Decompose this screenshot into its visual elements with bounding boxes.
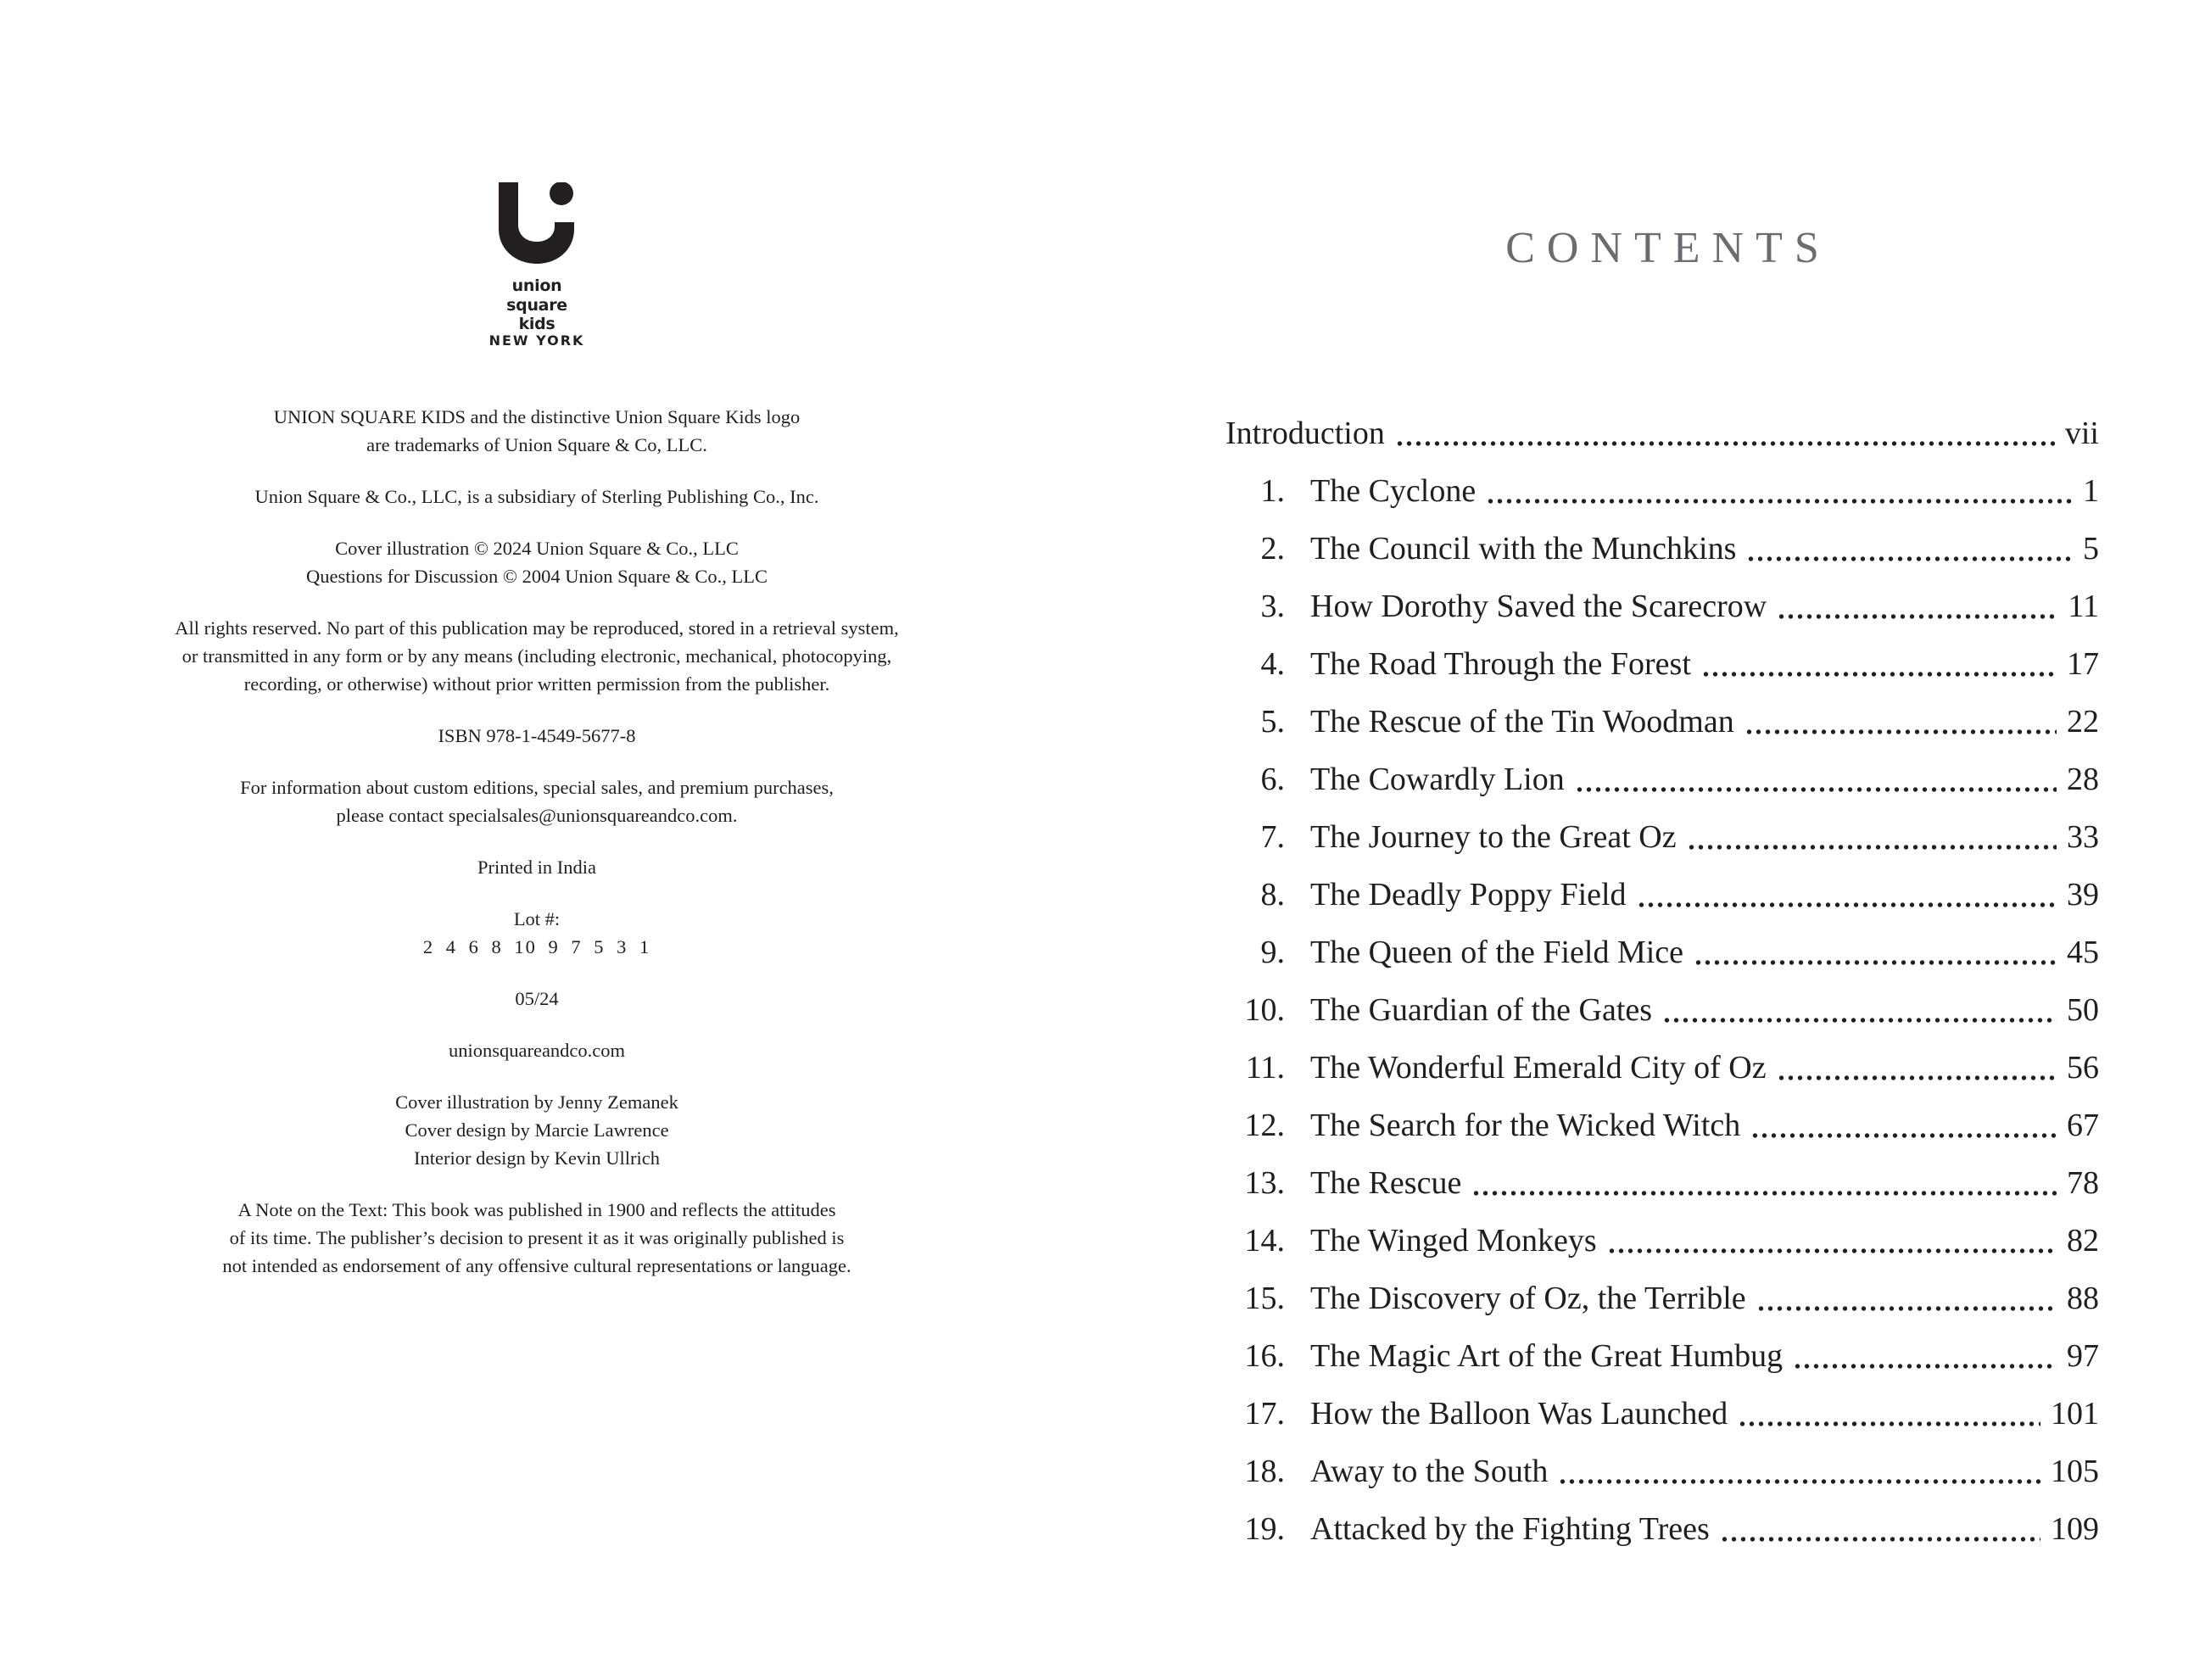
toc-entry-page: 78 [2067,1165,2099,1201]
toc-entry-number: 12. [1244,1108,1285,1143]
toc-entry-title: The Rescue [1310,1165,1462,1201]
toc-entry [1225,643,2099,685]
toc-entry-number: 8. [1260,877,1285,913]
toc-entry-page: 17 [2067,646,2099,682]
toc-entry-title: The Council with the Munchkins [1310,531,1737,567]
toc-dot-leader [1687,844,2057,851]
note-on-text: A Note on the Text: This book was published in 1900 and reflects the attitudes of its time. The publisher’s decision to present it as it was originally published is not intended as endorsement of any offensive cultural representations or language. [222,1199,851,1276]
toc-entry-number: 10. [1244,992,1285,1028]
toc-entry-page: 97 [2067,1338,2099,1374]
toc-entry-page: 45 [2067,935,2099,970]
subsidiary-note: Union Square & Co., LLC, is a subsidiary of Sterling Publishing Co., Inc. [254,486,819,507]
special-sales-contact: For information about custom editions, special sales, and premium purchases, please contact specialsales@unionsquareandco.com. [240,777,834,826]
print-date: 05/24 [515,988,559,1009]
toc-entry-title: The Cowardly Lion [1310,762,1565,797]
trademark-notice: UNION SQUARE KIDS and the distinctive Union Square Kids logo are trademarks of Union Square & Co, LLC. [273,406,801,455]
union-square-kids-logo-icon [499,182,575,264]
table-of-contents [1225,412,2099,1566]
toc-entry-page: 101 [2051,1396,2099,1432]
toc-entry-page: vii [2064,416,2099,451]
toc-entry-page: 1 [2083,473,2099,509]
toc-dot-leader [1662,1017,2057,1024]
toc-entry [1225,931,2099,974]
toc-dot-leader [1793,1363,2057,1370]
toc-dot-leader [1777,1074,2057,1081]
toc-entry-page: 67 [2067,1108,2099,1143]
logo-imprint-city: NEW YORK [488,332,585,349]
design-credits: Cover illustration by Jenny Zemanek Cover design by Marcie Lawrence Interior design by Kevin Ullrich [395,1091,678,1169]
toc-entry-number: 2. [1260,531,1285,567]
toc-entry [1225,873,2099,916]
toc-entry-number: 19. [1244,1511,1285,1547]
toc-entry-number: 9. [1260,935,1285,970]
toc-entry-number: 4. [1260,646,1285,682]
isbn: ISBN 978-1-4549-5677-8 [438,725,636,746]
contents-heading: CONTENTS [1505,224,1831,272]
toc-dot-leader [1701,671,2057,678]
logo-dot [550,182,573,205]
toc-entry-title: The Cyclone [1310,473,1477,509]
toc-dot-leader [1471,1190,2057,1197]
toc-entry-title: The Journey to the Great Oz [1310,819,1677,855]
toc-entry-page: 56 [2067,1050,2099,1086]
logo-wordmark-line: square [506,295,567,315]
toc-entry-number: 18. [1244,1454,1285,1489]
toc-entry-number: 11. [1245,1050,1285,1086]
publisher-website: unionsquareandco.com [448,1040,626,1061]
rights-reserved-notice: All rights reserved. No part of this publication may be reproduced, stored in a retrieval system, or transmitted in any form or by any means (including electronic, mechanical, photocopying, recording, or otherwise) without prior written permission from the publisher. [175,617,899,695]
toc-entry-page: 11 [2068,589,2099,624]
toc-entry [1225,1220,2099,1262]
toc-entry-number: 15. [1244,1281,1285,1316]
logo-wordmark [410,276,664,334]
toc-entry-number: 7. [1260,819,1285,855]
toc-entry [1225,1277,2099,1320]
toc-entry-number: 17. [1244,1396,1285,1432]
toc-entry [1225,470,2099,512]
logo-wordmark-line: union [511,276,562,295]
toc-entry-page: 39 [2067,877,2099,913]
toc-entry-page: 5 [2083,531,2099,567]
toc-entry-title: The Rescue of the Tin Woodman [1310,704,1734,740]
toc-entry-title: How the Balloon Was Launched [1310,1396,1728,1432]
toc-dot-leader [1395,440,2055,447]
toc-entry-title: Away to the South [1310,1454,1549,1489]
toc-entry-page: 33 [2067,819,2099,855]
toc-entry-number: 5. [1260,704,1285,740]
toc-entry-introduction [1225,412,2099,455]
toc-entry [1225,1047,2099,1089]
toc-entry-title: The Winged Monkeys [1310,1223,1597,1259]
toc-entry-number: 6. [1260,762,1285,797]
toc-entry [1225,585,2099,628]
toc-entry-title: The Discovery of Oz, the Terrible [1310,1281,1746,1316]
toc-entry [1225,758,2099,801]
toc-entry-title: Introduction [1225,416,1385,451]
toc-entry-page: 28 [2067,762,2099,797]
toc-entry [1225,1335,2099,1377]
toc-dot-leader [1575,786,2057,793]
toc-dot-leader [1720,1536,2040,1543]
toc-entry-page: 105 [2051,1454,2099,1489]
toc-entry-title: The Queen of the Field Mice [1310,935,1684,970]
toc-entry-number: 3. [1260,589,1285,624]
toc-entry [1225,1508,2099,1550]
logo-wordmark-line: kids [518,315,555,333]
toc-entry [1225,1162,2099,1204]
toc-entry-title: How Dorothy Saved the Scarecrow [1310,589,1767,624]
toc-dot-leader [1777,613,2057,620]
toc-entry-number: 13. [1244,1165,1285,1201]
toc-entry-title: Attacked by the Fighting Trees [1310,1511,1710,1547]
toc-entry [1225,816,2099,858]
toc-entry-number: 16. [1244,1338,1285,1374]
toc-entry-title: The Guardian of the Gates [1310,992,1653,1028]
toc-entry-number: 14. [1244,1223,1285,1259]
toc-dot-leader [1738,1420,2040,1427]
toc-dot-leader [1744,728,2057,735]
toc-entry-page: 22 [2067,704,2099,740]
toc-entry [1225,1450,2099,1493]
toc-entry-title: The Search for the Wicked Witch [1310,1108,1741,1143]
toc-entry-title: The Wonderful Emerald City of Oz [1310,1050,1767,1086]
toc-dot-leader [1486,498,2073,505]
toc-entry [1225,527,2099,570]
toc-dot-leader [1750,1132,2057,1139]
toc-dot-leader [1558,1478,2040,1485]
toc-dot-leader [1694,959,2057,966]
toc-entry [1225,989,2099,1031]
toc-entry-title: The Magic Art of the Great Humbug [1310,1338,1784,1374]
copyright-block [96,403,978,1303]
toc-entry [1225,700,2099,743]
toc-entry-title: The Deadly Poppy Field [1310,877,1627,913]
toc-entry-page: 50 [2067,992,2099,1028]
toc-entry-page: 88 [2067,1281,2099,1316]
toc-dot-leader [1756,1305,2057,1312]
toc-entry-title: The Road Through the Forest [1310,646,1691,682]
toc-dot-leader [1637,901,2057,908]
toc-entry-page: 109 [2051,1511,2099,1547]
toc-entry [1225,1393,2099,1435]
toc-dot-leader [1607,1247,2057,1254]
toc-dot-leader [1746,555,2073,562]
illustration-copyright: Cover illustration © 2024 Union Square & Co., LLC Questions for Discussion © 2004 Union Square & Co., LLC [306,538,768,587]
lot-number: Lot #: 2 4 6 8 10 9 7 5 3 1 [422,908,651,957]
printed-in: Printed in India [477,857,596,878]
toc-entry-number: 1. [1260,473,1285,509]
toc-entry-page: 82 [2067,1223,2099,1259]
toc-entry [1225,1104,2099,1147]
